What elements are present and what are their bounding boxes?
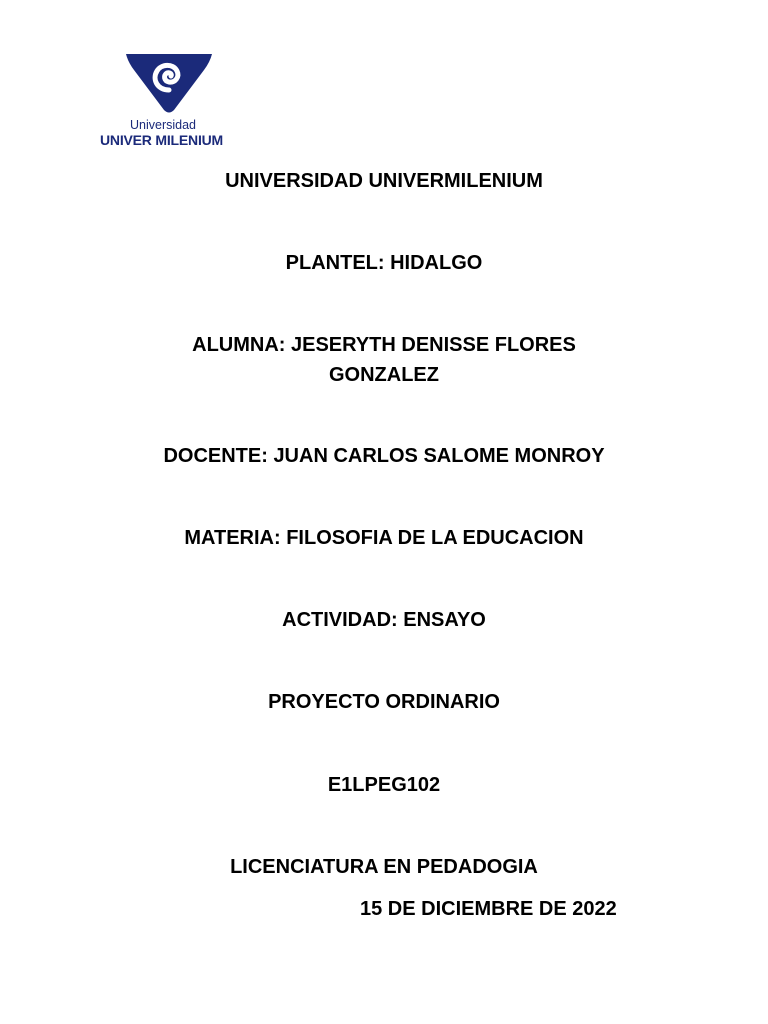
teacher-line: DOCENTE: JUAN CARLOS SALOME MONROY [163, 445, 605, 467]
university-logo [100, 52, 240, 148]
date-line: 15 DE DICIEMBRE DE 2022 [360, 898, 617, 920]
group-code: E1LPEG102 [327, 774, 441, 796]
logo-text-line1: Universidad [130, 118, 197, 132]
univer-milenium-logo-icon [124, 52, 214, 114]
degree-line: LICENCIATURA EN PEDADOGIA [230, 856, 538, 878]
campus-line: PLANTEL: HIDALGO [285, 252, 483, 274]
logo-text-line2: UNIVER MILENIUM [100, 132, 224, 148]
subject-line: MATERIA: FILOSOFIA DE LA EDUCACION [184, 527, 584, 549]
university-name: UNIVERSIDAD UNIVERMILENIUM [225, 170, 543, 192]
project-line: PROYECTO ORDINARIO [268, 691, 500, 713]
student-line: ALUMNA: JESERYTH DENISSE FLORES GONZALEZ [192, 334, 576, 386]
activity-line: ACTIVIDAD: ENSAYO [282, 609, 486, 631]
